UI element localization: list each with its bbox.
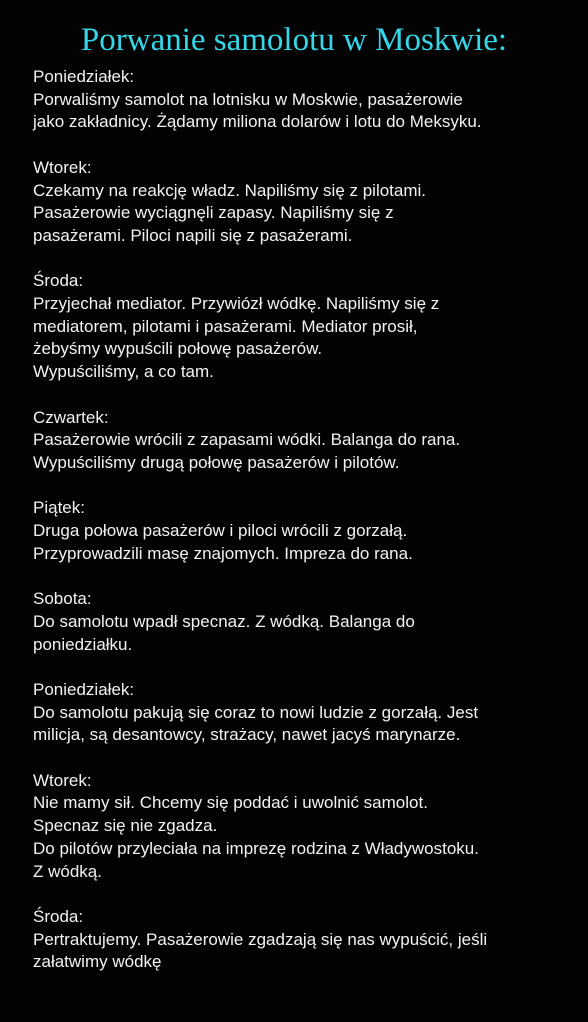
diary-entry [33, 270, 573, 384]
entry-day: Czwartek: [33, 407, 109, 427]
entry-day: Sobota: [33, 589, 92, 609]
entry-day: Wtorek: [33, 157, 92, 177]
entry-text-line: pasażerami. Piloci napili się z pasażerami. [33, 225, 353, 245]
entry-text-line: żebyśmy wypuścili połowę pasażerów. [33, 339, 323, 359]
entry-text-line: Nie mamy sił. Chcemy się poddać i uwolnić samolot. [33, 793, 428, 813]
diary-text [33, 66, 573, 997]
entry-text-line: Przyjechał mediator. Przywiózł wódkę. Napiliśmy się z [33, 294, 440, 313]
entry-text-line: Do samolotu pakują się coraz to nowi ludzie z gorzałą. Jest [33, 702, 479, 722]
entry-text-line: Czekamy na reakcję władz. Napiliśmy się z pilotami. [33, 180, 427, 200]
entry-text-line: Druga połowa pasażerów i piloci wrócili z gorzałą. [33, 521, 408, 540]
entry-text-line: Pertraktujemy. Pasażerowie zgadzają się nas wypuścić, jeśli [33, 929, 488, 949]
entry-text-line: milicja, są desantowcy, strażacy, nawet jacyś marynarze. [33, 725, 461, 745]
page-title: Porwanie samolotu w Moskwie: [80, 22, 508, 58]
entry-day: Piątek: [33, 498, 85, 518]
diary-entry [33, 407, 573, 475]
diary-entry [33, 588, 573, 656]
diary-entry [33, 906, 573, 974]
entry-text-line: jako zakładnicy. Żądamy miliona dolarów i lotu do Meksyku. [33, 112, 482, 132]
entry-text-line: Specnaz się nie zgadza. [33, 816, 218, 836]
entry-day: Poniedziałek: [33, 67, 135, 86]
diary-entry [33, 157, 573, 248]
entry-day: Środa: [33, 906, 84, 926]
entry-text-line: Pasażerowie wrócili z zapasami wódki. Balanga do rana. [33, 430, 461, 450]
entry-day: Poniedziałek: [33, 679, 135, 699]
diary-entry [33, 497, 573, 565]
entry-day: Środa: [33, 271, 84, 291]
entry-text-line: Do samolotu wpadł specnaz. Z wódką. Balanga do [33, 611, 415, 631]
entry-text-line: załatwimy wódkę [33, 952, 162, 972]
entry-day: Wtorek: [33, 770, 92, 790]
diary-entry [33, 66, 573, 134]
entry-text-line: Do pilotów przyleciała na imprezę rodzina z Władywostoku. [33, 838, 479, 858]
entry-text-line: poniedziałku. [33, 634, 133, 654]
entry-text-line: Wypuściliśmy, a co tam. [33, 362, 214, 382]
entry-text-line: Wypuściliśmy drugą połowę pasażerów i pilotów. [33, 452, 400, 472]
diary-entry [33, 679, 573, 747]
diary-entry [33, 770, 573, 884]
entry-text-line: Porwaliśmy samolot na lotnisku w Moskwie, pasażerowie [33, 89, 463, 109]
entry-text-line: Pasażerowie wyciągnęli zapasy. Napiliśmy się z [33, 203, 394, 223]
entry-text-line: Z wódką. [33, 861, 102, 881]
entry-text-line: Przyprowadzili masę znajomych. Impreza do rana. [33, 543, 413, 563]
entry-text-line: mediatorem, pilotami i pasażerami. Mediator prosił, [33, 316, 418, 336]
